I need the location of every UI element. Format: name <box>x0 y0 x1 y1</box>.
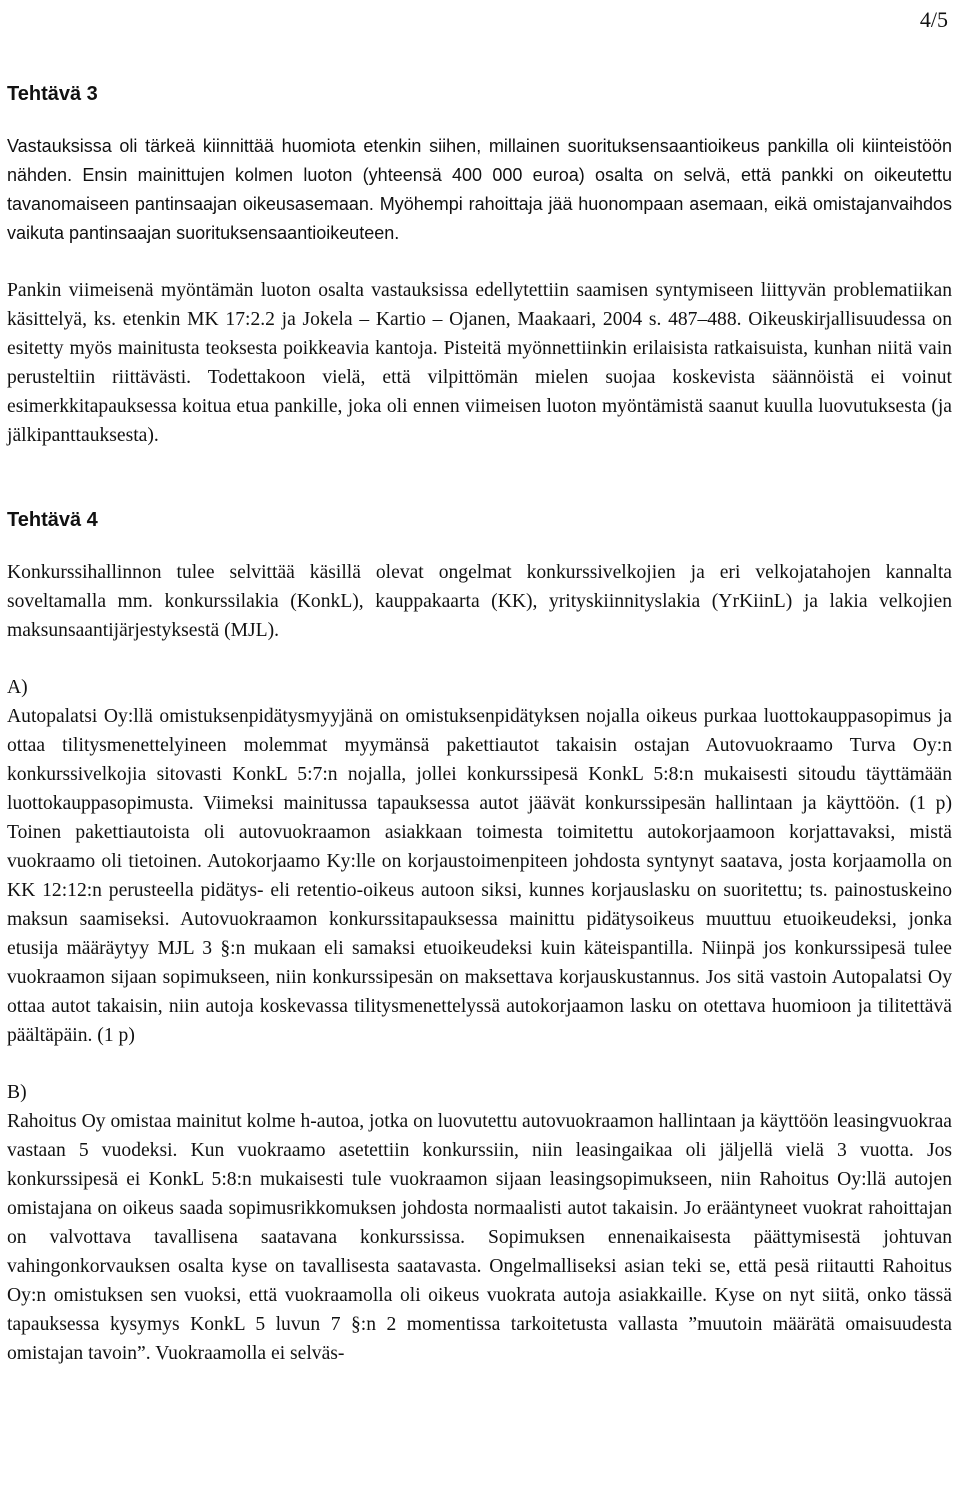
task-3-paragraph-1: Vastauksissa oli tärkeä kiinnittää huomiota etenkin siihen, millainen suorituksensaantioikeus pankilla oli kiinteistöön nähden. Ensin mainittujen kolmen luoton (yhteensä 400 000 euroa) osalta on selvä, että pankki on oikeutettu tavanomaiseen pantinsaajan oikeusasemaan. Myöhempi rahoittaja jää huonompaan asemaan, eikä omistajanvaihdos vaikuta pantinsaajan suorituksensaantioikeuteen. <box>7 136 952 243</box>
page-number: 4/5 <box>919 7 948 32</box>
part-a-label: A) <box>7 677 28 698</box>
task-4-section <box>7 506 952 1368</box>
part-a-text: Autopalatsi Oy:llä omistuksenpidätysmyyjänä on omistuksenpidätyksen nojalla oikeus purkaa luottokauppasopimus ja ottaa tilitysmenettelyineen molemmat myymänsä pakettiautot takaisin ostajan Autovuokraamo Turva Oy:n konkurssivelkojia sitovasti KonkL 5:7:n nojalla, jollei konkurssipesä KonkL 5:8:n mukaisesti sitoudu täyttämään luottokauppasopimusta. Viimeksi mainitussa tapauksessa autot jäävät konkurssipesän hallintaan ja käyttöön. (1 p) Toinen pakettiautoista oli autovuokraamon asiakkaan toimesta toimitettu autokorjaamoon korjattavaksi, mistä vuokraamo oli tietoinen. Autokorjaamo Ky:lle on korjaustoimenpiteen johdosta syntynyt saatava, josta korjaamolla on KK 12:12:n perusteella pidätys- eli retentio-oikeus autoon siksi, kunnes korjauslasku on suoritettu; ts. painostuskeino maksun saamiseksi. Autovuokraamon konkurssitapauksessa mainittu pidätysoikeus muuttuu etuoikeudeksi, jonka etusija määräytyy MJL 3 §:n mukaan eli samaksi etuoikeudeksi kuin käteispantilla. Niinpä jos konkurssipesä tulee vuokraamon sijaan sopimukseen, niin konkurssipesän on maksettava korjauskustannus. Jos sitä vastoin Autopalatsi Oy ottaa autot takaisin, niin autoja koskevassa tilitysmenettelyssä autokorjaamon lasku on otettava huomioon ja tilitettävä päältäpäin. (1 p) <box>7 706 952 1046</box>
task-3-paragraph-2: Pankin viimeisenä myöntämän luoton osalta vastauksissa edellytettiin saamisen syntymiseen liittyvän problematiikan käsittelyä, ks. etenkin MK 17:2.2 ja Jokela – Kartio – Ojanen, Maakaari, 2004 s. 487–488. Oikeuskirjallisuudessa on esitetty myös mainitusta teoksesta poikkeavia kantoja. Pisteitä myönnettiinkin erilaisista ratkaisuista, kunhan niitä vain perusteltiin riittävästi. Todettakoon vielä, että vilpittömän mielen suojaa koskevista säännöistä ei voinut esimerkkitapauksessa koitua etua pankille, joka oli ennen viimeisen luoton myöntämistä saanut kuulla luovutuksesta (ja jälkipanttauksesta). <box>7 280 952 446</box>
task-3-section <box>7 80 952 450</box>
task-4-heading: Tehtävä 4 <box>7 509 98 531</box>
part-b-label: B) <box>7 1082 27 1103</box>
part-b-text: Rahoitus Oy omistaa mainitut kolme h-autoa, jotka on luovutettu autovuokraamon hallintaan ja käyttöön leasingvuokraa vastaan 5 vuodeksi. Kun vuokraamo asetettiin konkurssiin, niin leasingaikaa oli jäljellä vielä 3 vuotta. Jos konkurssipesä ei KonkL 5:8:n mukaisesti tule vuokraamon sijaan leasingsopimukseen, niin Rahoitus Oy:llä autojen omistajana on oikeus saada sopimusrikkomuksen johdosta normaalisti autot takaisin. Jo erääntyneet vuokrat rahoittajan on valvottava tavallisena saatavana konkurssissa. Sopimuksen ennenaikaisesta päättymisestä johtuvan vahingonkorvauksen osalta kyse on tavallisesta saatavasta. Ongelmalliseksi asian teki se, että pesä riitautti Rahoitus Oy:n omistuksen sen vuoksi, että vuokraamolla oli oikeus vuokrata autoja asiakkaille. Kyse on nyt siitä, onko tässä tapauksessa kysymys KonkL 5 luvun 7 §:n 2 momentissa tarkoitetusta vallasta ”muutoin määrätä omaisuudesta omistajan tavoin”. Vuokraamolla ei selväs- <box>7 1111 952 1364</box>
task-3-heading: Tehtävä 3 <box>7 83 98 105</box>
document-body <box>7 80 952 1368</box>
task-4-intro: Konkurssihallinnon tulee selvittää käsillä olevat ongelmat konkurssivelkojien ja eri velkojatahojen kannalta soveltamalla mm. konkurssilakia (KonkL), kauppakaarta (KK), yrityskiinnityslakia (YrKiinL) ja lakia velkojien maksunsaantijärjestyksestä (MJL). <box>7 562 952 641</box>
